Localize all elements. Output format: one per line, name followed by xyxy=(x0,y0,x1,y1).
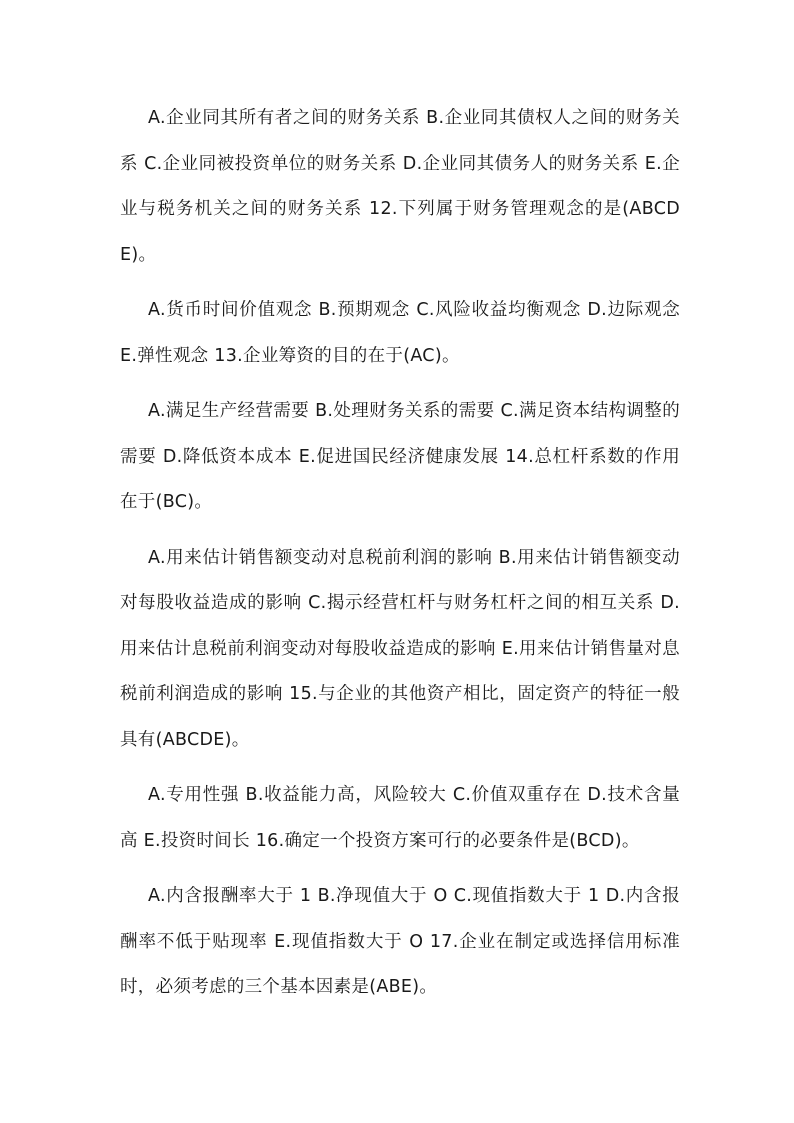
paragraph-3: A.满足生产经营需要 B.处理财务关系的需要 C.满足资本结构调整的需要 D.降低资本成本 E.促进国民经济健康发展 14.总杠杆系数的作用在于(BC)。 xyxy=(120,401,680,512)
paragraph-6: A.内含报酬率大于 1 B.净现值大于 O C.现值指数大于 1 D.内含报酬率不低于贴现率 E.现值指数大于 O 17.企业在制定或选择信用标准时，必须考虑的三个基本因素是(ABE)。 xyxy=(120,886,680,997)
paragraph-4: A.用来估计销售额变动对息税前利润的影响 B.用来估计销售额变动对每股收益造成的影响 C.揭示经营杠杆与财务杠杆之间的相互关系 D.用来估计息税前利润变动对每股收益造成的影响 E.用来估计销售量对息税前利润造成的影响 15.与企业的其他资产相比，固定资产的特征一般具有(ABCDE)。 xyxy=(120,547,680,750)
document-body xyxy=(120,96,680,1021)
paragraph-5: A.专用性强 B.收益能力高，风险较大 C.价值双重存在 D.技术含量高 E.投资时间长 16.确定一个投资方案可行的必要条件是(BCD)。 xyxy=(120,785,680,851)
paragraph-1: A.企业同其所有者之间的财务关系 B.企业同其债权人之间的财务关系 C.企业同被投资单位的财务关系 D.企业同其债务人的财务关系 E.企业与税务机关之间的财务关系 12.下列属于财务管理观念的是(ABCDE)。 xyxy=(120,108,680,265)
paragraph-2: A.货币时间价值观念 B.预期观念 C.风险收益均衡观念 D.边际观念 E.弹性观念 13.企业筹资的目的在于(AC)。 xyxy=(120,300,680,366)
